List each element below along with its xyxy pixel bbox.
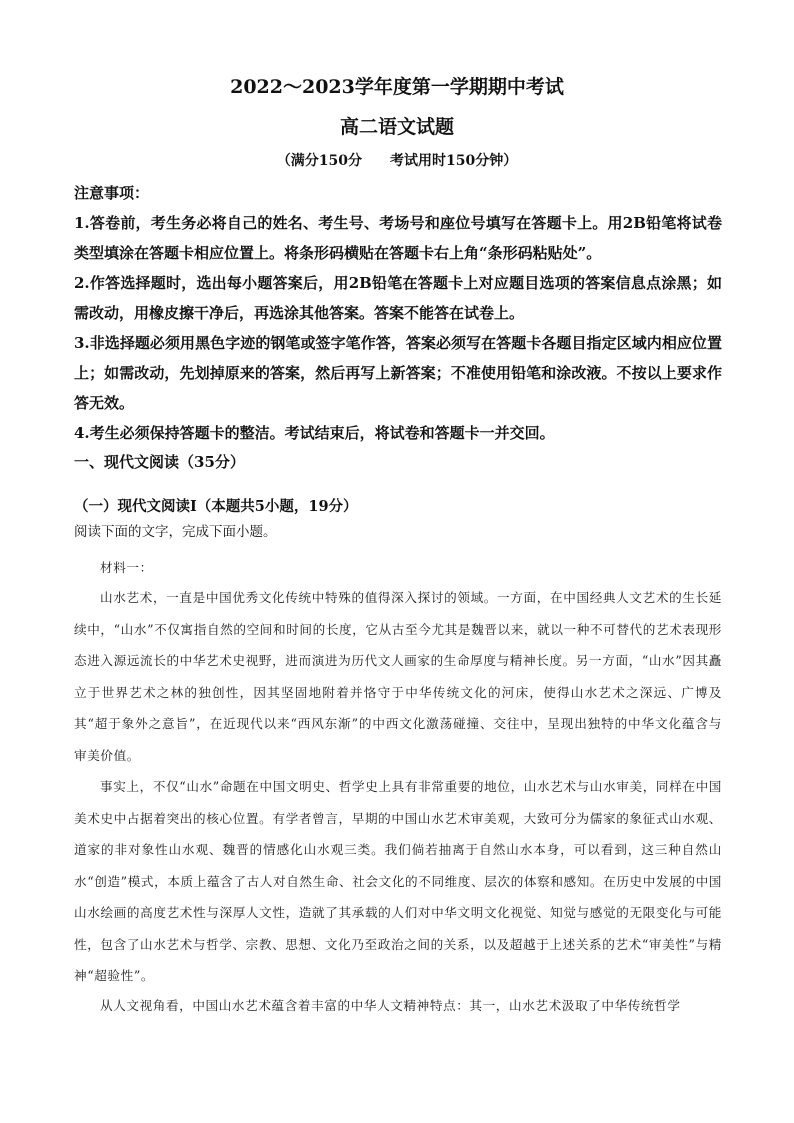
time-info: 考试用时150分钟）: [390, 153, 518, 169]
material-label: 材料一：: [100, 560, 153, 575]
subsection-title: （一）现代文阅读Ⅰ（本题共5小题，19分）: [74, 498, 358, 515]
notice-item: 3.非选择题必须用黑色字迹的钢笔或签字笔作答，答案必须写在答题卡各题目指定区域内相应位置上；如需改动，先划掉原来的答案，然后再写上新答案；不准使用铅笔和涂改液。不按以上要求作答无效。: [74, 334, 722, 412]
passage-paragraph: 事实上，不仅“山水”命题在中国文明史、哲学史上具有非常重要的地位，山水艺术与山水审美，同样在中国美术史中占据着突出的核心位置。有学者曾言，早期的中国山水艺术审美观，大致可分为儒家的象征式山水观、道家的非对象性山水观、魏晋的情感化山水观三类。我们倘若抽离于自然山水本身，可以看到，这三种自然山水“创造”模式，本质上蕴含了古人对自然生命、社会文化的不同维度、层次的体察和感知。在历史中发展的中国山水绘画的高度艺术性与深厚人文性，造就了其承载的人们对中华文明文化视觉、知觉与感觉的无限变化与可能性，包含了山水艺术与哲学、宗教、思想、文化乃至政治之间的关系，以及超越于上述关系的艺术“审美性”与精神“超验性”。: [74, 779, 722, 983]
exam-title: 2022～2023学年度第一学期期中考试: [230, 76, 564, 98]
notice-item: 2.作答选择题时，选出每小题答案后，用2B铅笔在答题卡上对应题目选项的答案信息点涂黑；如需改动，用橡皮擦干净后，再选涂其他答案。答案不能答在试卷上。: [74, 274, 722, 322]
notice-heading: 注意事项：: [74, 184, 150, 202]
passage-paragraph: 山水艺术，一直是中国优秀文化传统中特殊的值得深入探讨的领域。一方面，在中国经典人文艺术的生长延续中，“山水”不仅寓指自然的空间和时间的长度，它从古至今尤其是魏晋以来，就以一种不可替代的艺术表现形态进入源远流长的中华艺术史视野，进而演进为历代文人画家的生命厚度与精神长度。另一方面，“山水”因其矗立于世界艺术之林的独创性，因其坚固地附着并恪守于中华传统文化的河床，使得山水艺术之深远、广博及其“超于象外之意旨”，在近现代以来“西风东渐”的中西文化激荡碰撞、交往中，呈现出独特的中华文化蕴含与审美价值。: [74, 590, 722, 763]
passage-paragraph: 从人文视角看，中国山水艺术蕴含着丰富的中华人文精神特点：其一，山水艺术汲取了中华传统哲学: [100, 998, 681, 1013]
exam-info: [0, 150, 794, 170]
section-title: 一、现代文阅读（35分）: [74, 453, 245, 471]
notice-item: 4.考生必须保持答题卡的整洁。考试结束后，将试卷和答题卡一并交回。: [74, 424, 555, 442]
notice-item: 1.答卷前，考生务必将自己的姓名、考生号、考场号和座位号填写在答题卡上。用2B铅笔将试卷类型填涂在答题卡相应位置上。将条形码横贴在答题卡右上角“条形码粘贴处”。: [74, 214, 722, 262]
exam-subject: 高二语文试题: [339, 116, 454, 138]
reading-instruction: 阅读下面的文字，完成下面小题。: [74, 524, 277, 540]
score-info: （满分150分: [276, 153, 362, 169]
